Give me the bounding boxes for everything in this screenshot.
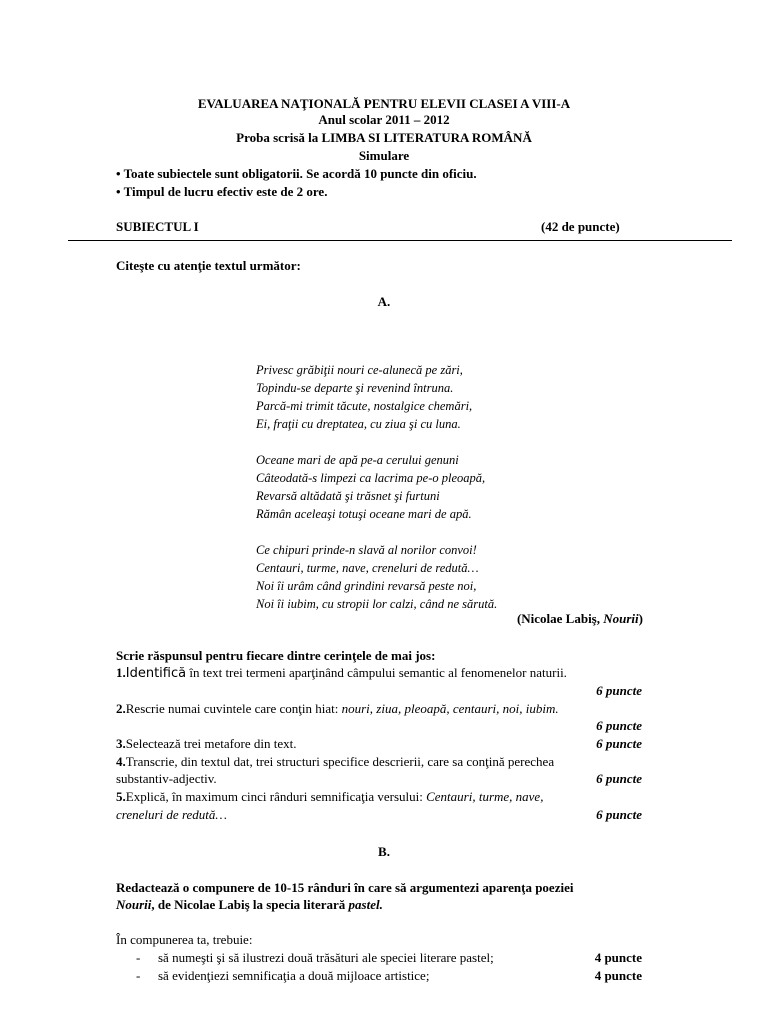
note-mandatory: • Toate subiectele sunt obligatorii. Se acordă 10 puncte din oficiu. — [116, 166, 477, 181]
section-label: SUBIECTUL I — [116, 219, 199, 234]
task-2-points: 6 puncte — [596, 718, 642, 733]
list-item: să evidenţiezi semnificaţia a două mijloace artistice; — [158, 968, 430, 983]
prompt-poem-title: Nourii — [116, 897, 152, 912]
part-b-prompt: Redactează o compunere de 10-15 rânduri în care să argumentezi aparenţa poeziei — [116, 880, 574, 895]
exam-type: Simulare — [358, 148, 410, 163]
task-text: Rescrie numai cuvintele care conţin hiat: — [125, 701, 342, 716]
poem-line: Noi îi urâm când grindini revarsă peste noi, — [256, 579, 477, 593]
list-bullet: - — [136, 950, 141, 965]
task-text: Selectează trei metafore din text. — [125, 736, 297, 751]
poem-line: Parcă-mi trimit tăcute, nostalgice chemări, — [256, 399, 473, 413]
prompt-species: pastel. — [348, 897, 383, 912]
task-verb: Identifică — [125, 666, 187, 681]
exam-subject: Proba scrisă la LIMBA SI LITERATURA ROMÂNĂ — [236, 130, 532, 145]
task-2 — [116, 701, 559, 717]
task-3 — [116, 736, 296, 752]
task-number: 5. — [116, 789, 126, 804]
poem-line: Câteodată-s limpezi ca lacrima pe-o pleoapă, — [256, 471, 486, 485]
task-1 — [116, 665, 567, 682]
task-number: 2. — [116, 701, 126, 716]
part-b-prompt-cont — [116, 897, 383, 913]
task-text: Transcrie, din textul dat, trei structuri specifice descrierii, care sa conţină perechea — [125, 754, 555, 769]
poem-title: Nourii — [603, 611, 639, 626]
task-5 — [116, 789, 543, 805]
exam-title: EVALUAREA NAŢIONALĂ PENTRU ELEVII CLASEI A VIII-A — [197, 96, 571, 111]
task-1-points: 6 puncte — [596, 683, 642, 698]
read-instruction: Citeşte cu atenţie textul următor: — [116, 258, 301, 273]
task-words: nouri, ziua, pleoapă, centauri, noi, iubim. — [341, 701, 559, 716]
school-year: Anul scolar 2011 – 2012 — [318, 112, 450, 127]
task-3-points: 6 puncte — [596, 736, 642, 751]
poem-line: Noi îi iubim, cu stropii lor calzi, când ne sărută. — [256, 597, 498, 611]
poem-line: Topindu-se departe şi revenind întruna. — [256, 381, 454, 395]
task-text: în text trei termeni aparţinând câmpului semantic al fenomenelor naturii. — [186, 665, 567, 680]
note-time: • Timpul de lucru efectiv este de 2 ore. — [116, 184, 328, 199]
requirements-intro: În compunerea ta, trebuie: — [116, 932, 253, 947]
poem-line: Revarsă altădată şi trăsnet şi furtuni — [256, 489, 440, 503]
task-text: Explică, în maximum cinci rânduri semnificaţia versului: — [125, 789, 427, 804]
part-a-label: A. — [377, 294, 391, 309]
task-number: 1. — [116, 665, 126, 680]
poem-line: Privesc grăbiţii nouri ce-alunecă pe zări, — [256, 363, 463, 377]
list-item-points: 4 puncte — [594, 968, 642, 983]
section-points: (42 de puncte) — [541, 219, 620, 234]
task-4 — [116, 754, 554, 770]
list-bullet: - — [136, 968, 141, 983]
task-5-points: 6 puncte — [596, 807, 642, 822]
poem-attribution — [517, 611, 643, 627]
poem-line: Ei, fraţii cu dreptatea, cu ziua şi cu luna. — [256, 417, 461, 431]
list-item: să numeşti şi să ilustrezi două trăsături ale speciei literare pastel; — [158, 950, 494, 965]
tasks-instruction: Scrie răspunsul pentru fiecare dintre cerinţele de mai jos: — [116, 648, 436, 663]
part-b-label: B. — [378, 844, 390, 859]
poem-line: Rămân aceleaşi totuşi oceane mari de apă. — [256, 507, 472, 521]
list-item-points: 4 puncte — [594, 950, 642, 965]
paren: ) — [638, 611, 643, 626]
task-number: 3. — [116, 736, 126, 751]
poem-line: Ce chipuri prinde-n slavă al norilor convoi! — [256, 543, 477, 557]
task-number: 4. — [116, 754, 126, 769]
prompt-text: , de Nicolae Labiş la specia literară — [151, 897, 349, 912]
section-divider — [68, 240, 732, 241]
task-4-cont: substantiv-adjectiv. — [116, 771, 217, 786]
author: (Nicolae Labiş, — [516, 611, 604, 626]
task-quote: Centauri, turme, nave, — [426, 789, 544, 804]
poem-line: Oceane mari de apă pe-a cerului genuni — [256, 453, 459, 467]
poem-line: Centauri, turme, nave, creneluri de redută… — [256, 561, 479, 575]
task-4-points: 6 puncte — [596, 771, 642, 786]
task-5-cont: creneluri de redută… — [116, 807, 227, 822]
